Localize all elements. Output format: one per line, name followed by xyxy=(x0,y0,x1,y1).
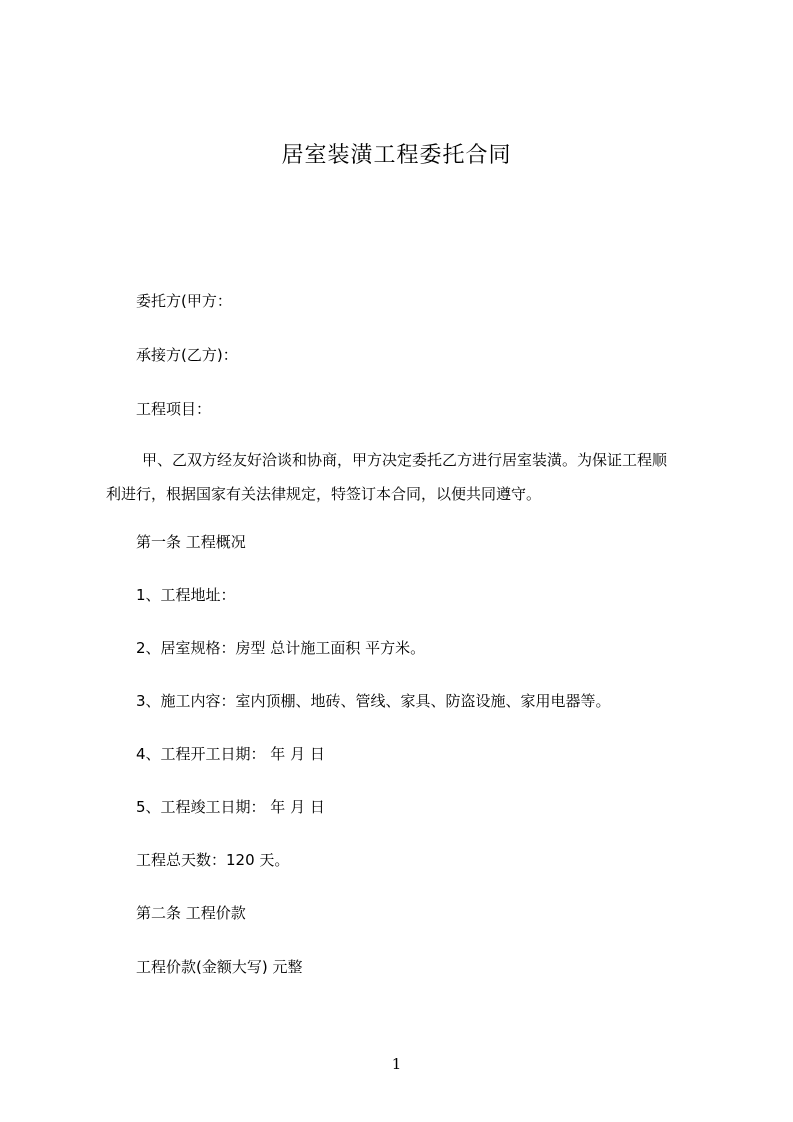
contractor-party-line: 承接方(乙方)： xyxy=(136,346,238,364)
item-1-address: 1、工程地址： xyxy=(136,586,236,604)
intro-line-1: 甲、乙双方经友好洽谈和协商，甲方决定委托乙方进行居室装潢。为保证工程顺 xyxy=(142,451,668,469)
client-party-line: 委托方(甲方： xyxy=(136,292,232,310)
intro-line-2: 利进行，根据国家有关法律规定，特签订本合同，以便共同遵守。 xyxy=(106,485,542,503)
intro-paragraph xyxy=(106,443,716,511)
item-3-scope: 3、施工内容：室内顶棚、地砖、管线、家具、防盗设施、家用电器等。 xyxy=(136,692,611,710)
item-5-end-date: 5、工程竣工日期： 年 月 日 xyxy=(136,798,325,816)
article-1-heading: 第一条 工程概况 xyxy=(136,533,246,551)
price-line: 工程价款(金额大写) 元整 xyxy=(136,958,303,976)
item-4-start-date: 4、工程开工日期： 年 月 日 xyxy=(136,745,325,763)
item-2-specification: 2、居室规格：房型 总计施工面积 平方米。 xyxy=(136,639,426,657)
document-title: 居室装潢工程委托合同 xyxy=(281,143,512,168)
project-line: 工程项目： xyxy=(136,400,212,418)
total-days-line: 工程总天数：120 天。 xyxy=(136,851,290,869)
article-2-heading: 第二条 工程价款 xyxy=(136,904,246,922)
page-number: 1 xyxy=(391,1055,402,1073)
